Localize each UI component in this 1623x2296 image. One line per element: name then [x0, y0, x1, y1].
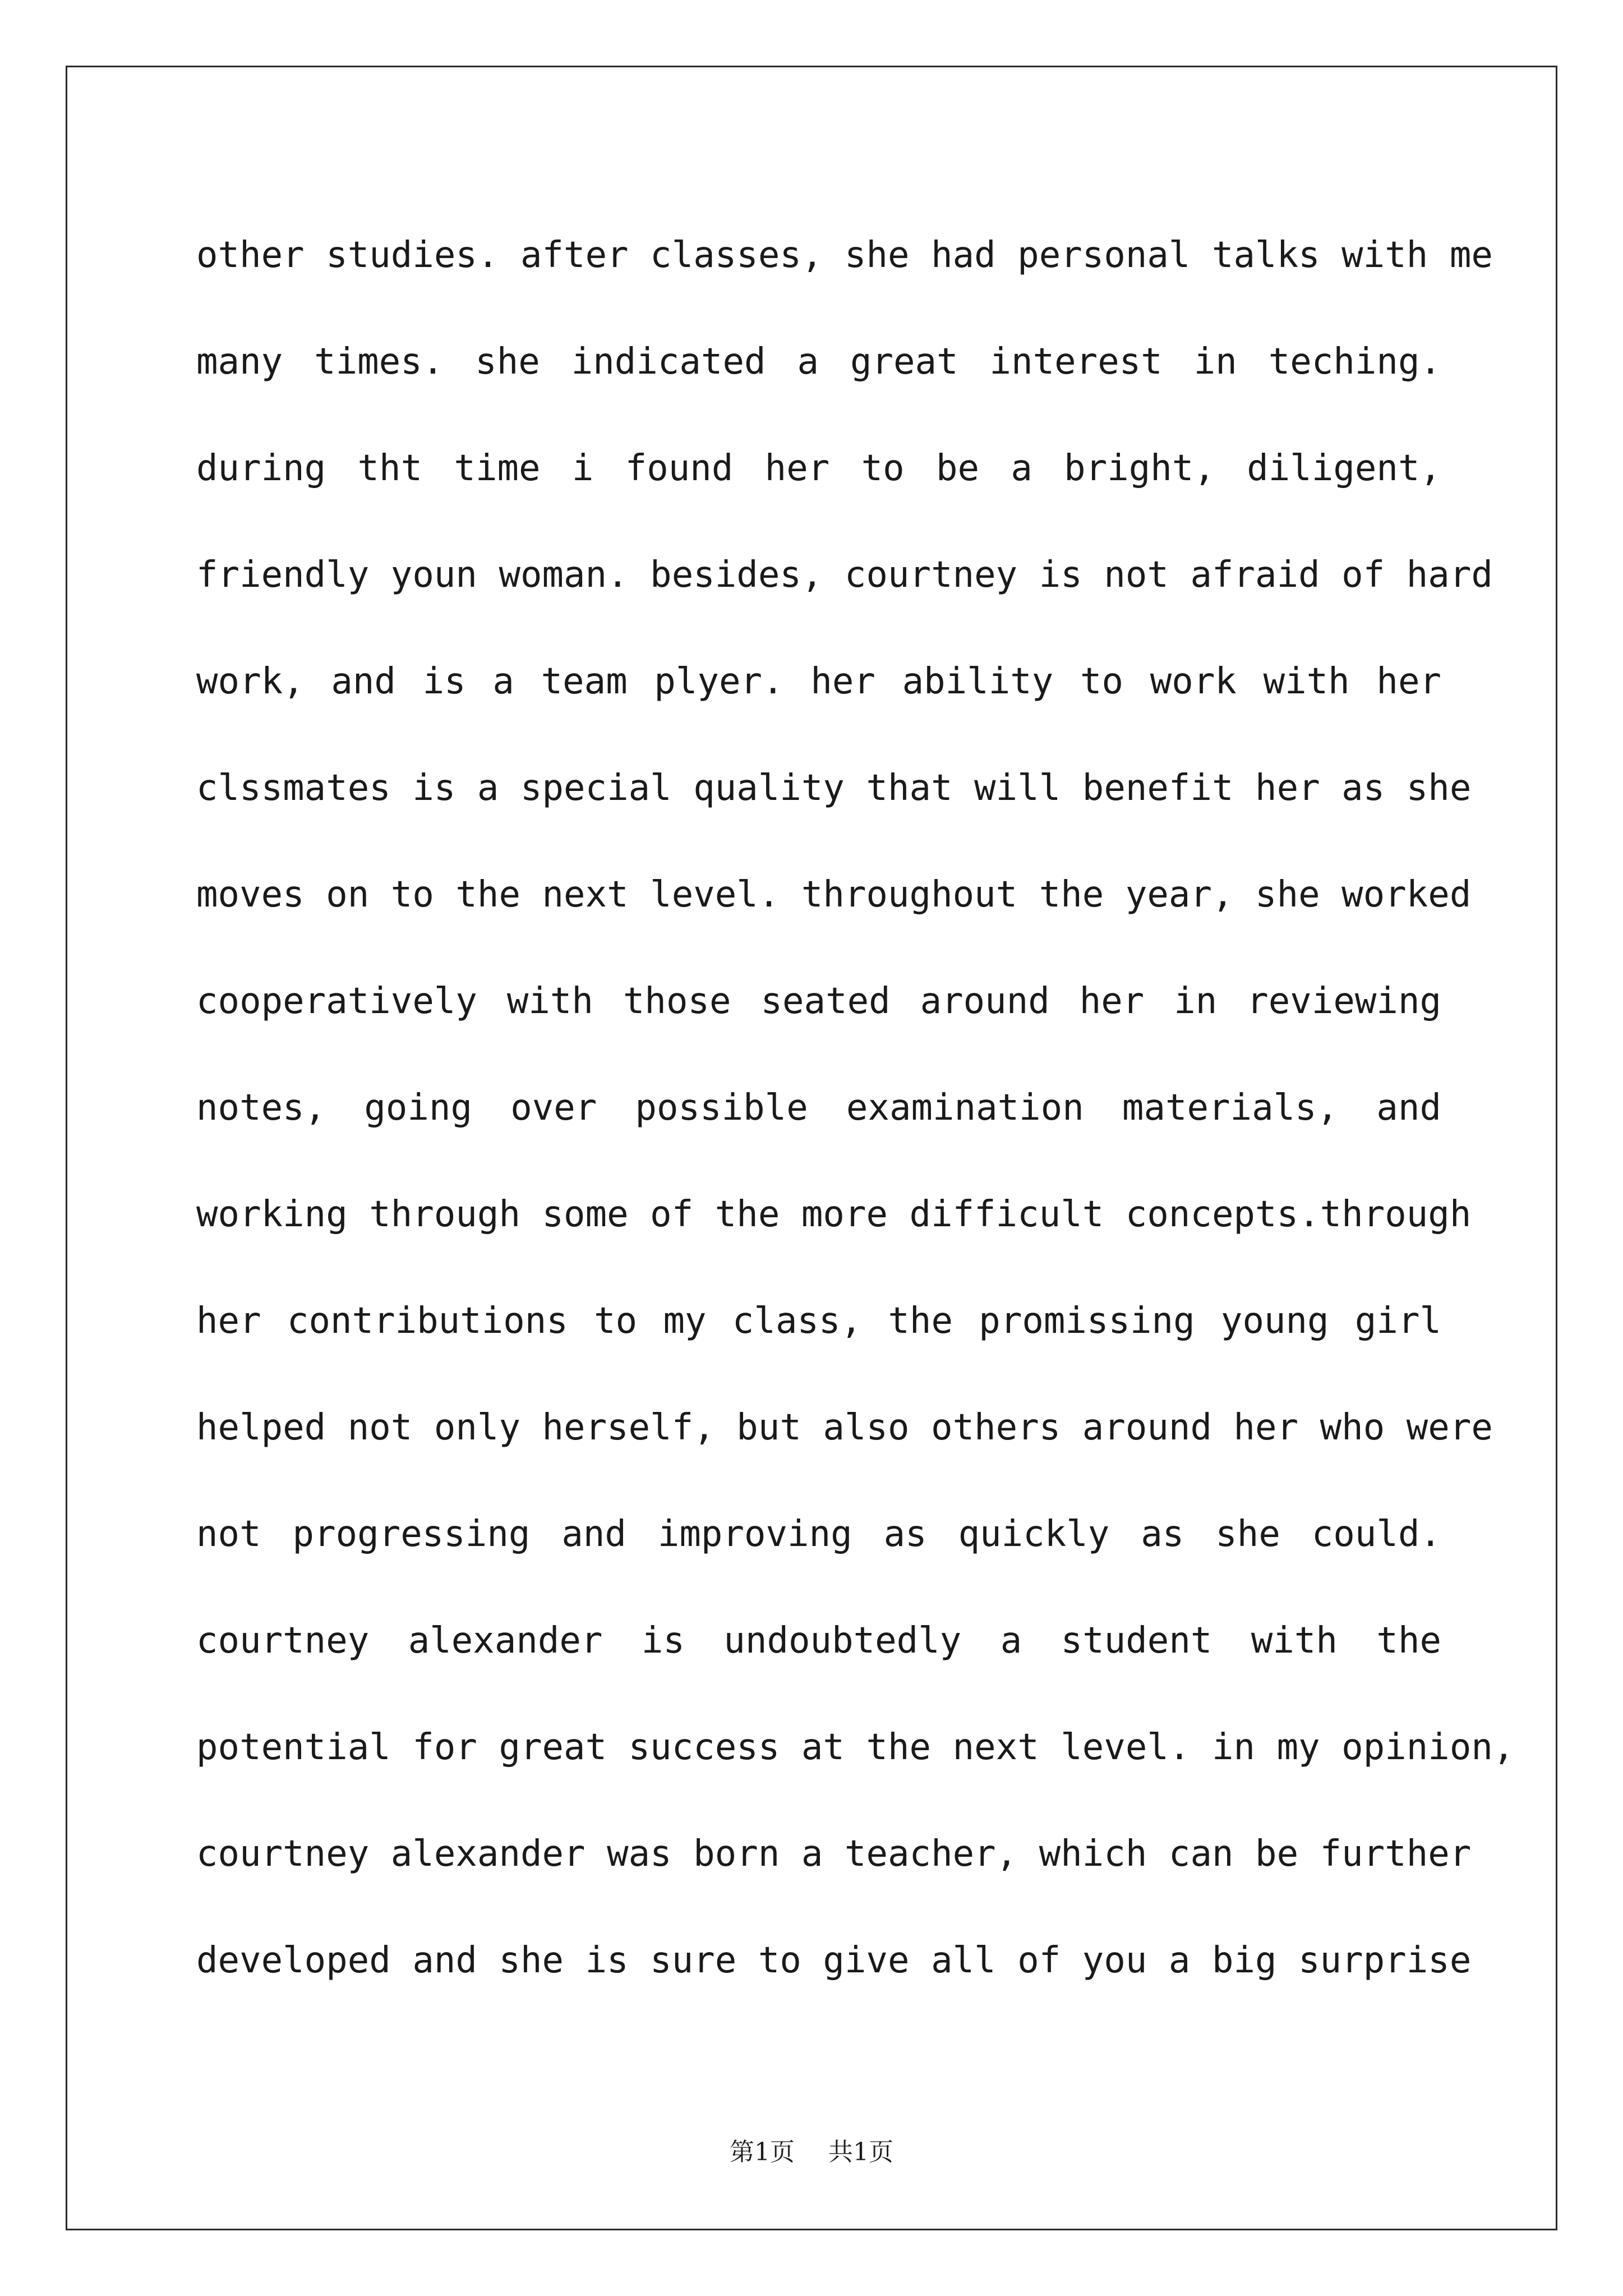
text-line: helped not only herself, but also others around her who were [196, 1407, 1493, 1448]
text-line: potential for great success at the next level. in my opinion, [196, 1727, 1515, 1768]
text-line: many times. she indicated a great interest in teching. [196, 341, 1441, 383]
page-number-current: 第1页 [730, 2138, 795, 2166]
text-line: cooperatively with those seated around her in reviewing [196, 981, 1441, 1022]
text-line: her contributions to my class, the promissing young girl [196, 1300, 1441, 1342]
text-line: other studies. after classes, she had personal talks with me [196, 234, 1493, 276]
document-body [196, 227, 1515, 2039]
text-line: friendly youn woman. besides, courtney is not afraid of hard [196, 554, 1493, 596]
text-line: developed and she is sure to give all of you a big surprise [196, 1940, 1472, 1981]
text-line: work, and is a team plyer. her ability to work with her [196, 661, 1441, 702]
text-line: courtney alexander is undoubtedly a student with the [196, 1620, 1441, 1662]
text-line: during tht time i found her to be a bright, diligent, [196, 448, 1441, 489]
page-footer [0, 2132, 1623, 2168]
text-line: working through some of the more difficult concepts.through [196, 1194, 1472, 1235]
text-line: notes, going over possible examination materials, and [196, 1087, 1441, 1129]
text-line: courtney alexander was born a teacher, which can be further [196, 1833, 1472, 1875]
page-number-total: 共1页 [828, 2138, 893, 2166]
text-line: moves on to the next level. throughout the year, she worked [196, 874, 1472, 915]
text-line: clssmates is a special quality that will benefit her as she [196, 767, 1472, 809]
text-line: not progressing and improving as quickly as she could. [196, 1513, 1441, 1555]
